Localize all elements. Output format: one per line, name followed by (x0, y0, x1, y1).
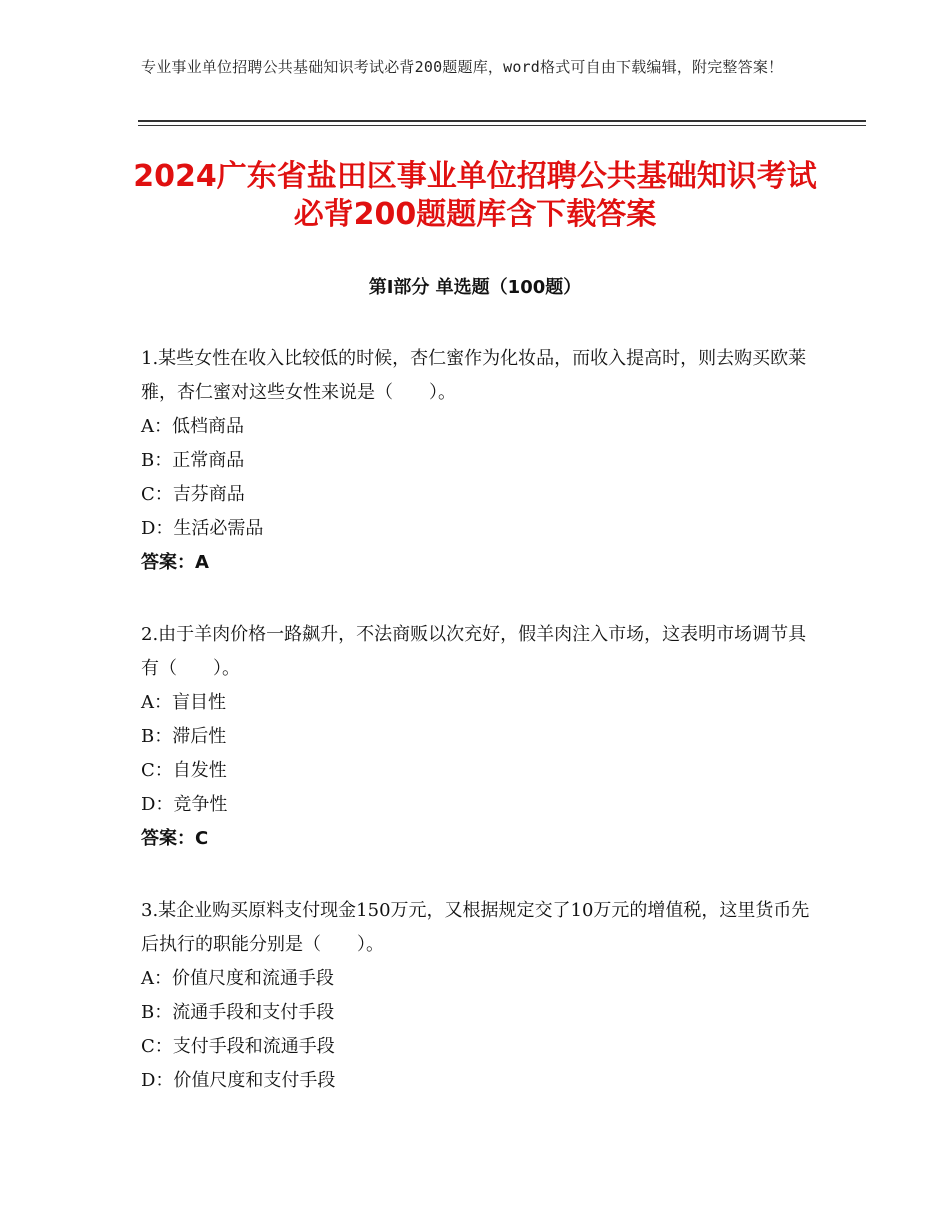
question-stem: 3.某企业购买原料支付现金150万元，又根据规定交了10万元的增值税，这里货币先后执行的职能分别是（ ）。 (141, 900, 810, 955)
section-title: 第Ⅰ部分 单选题（100题） (368, 277, 582, 298)
option-b: B：正常商品 (141, 450, 245, 471)
document-title: 2024广东省盐田区事业单位招聘公共基础知识考试必背200题题库含下载答案 (133, 159, 817, 232)
option-b: B：滞后性 (141, 726, 227, 747)
option-b: B：流通手段和支付手段 (141, 1002, 335, 1023)
answer-line: 答案：A (141, 552, 209, 573)
option-a: A：低档商品 (141, 416, 244, 437)
option-d: D：竞争性 (141, 794, 228, 815)
option-c: C：吉芬商品 (141, 484, 245, 505)
option-d: D：生活必需品 (141, 518, 264, 539)
option-a: A：盲目性 (141, 692, 226, 713)
question-stem: 1.某些女性在收入比较低的时候，杏仁蜜作为化妆品，而收入提高时，则去购买欧莱雅，杏仁蜜对这些女性来说是（ ）。 (141, 348, 807, 403)
option-d: D：价值尺度和支付手段 (141, 1070, 336, 1091)
question-2 (141, 618, 811, 856)
header-rule-thick (138, 120, 866, 122)
question-1 (141, 342, 811, 580)
question-stem: 2.由于羊肉价格一路飙升，不法商贩以次充好，假羊肉注入市场，这表明市场调节具有（ ）。 (141, 624, 807, 679)
answer-line: 答案：C (141, 828, 209, 849)
option-c: C：自发性 (141, 760, 227, 781)
header-note: 专业事业单位招聘公共基础知识考试必背200题题库，word格式可自由下载编辑，附完整答案！ (141, 58, 784, 76)
question-3 (141, 894, 811, 1098)
question-list (141, 342, 811, 1136)
option-a: A：价值尺度和流通手段 (141, 968, 334, 989)
option-c: C：支付手段和流通手段 (141, 1036, 335, 1057)
header-rule-thin (138, 125, 866, 126)
